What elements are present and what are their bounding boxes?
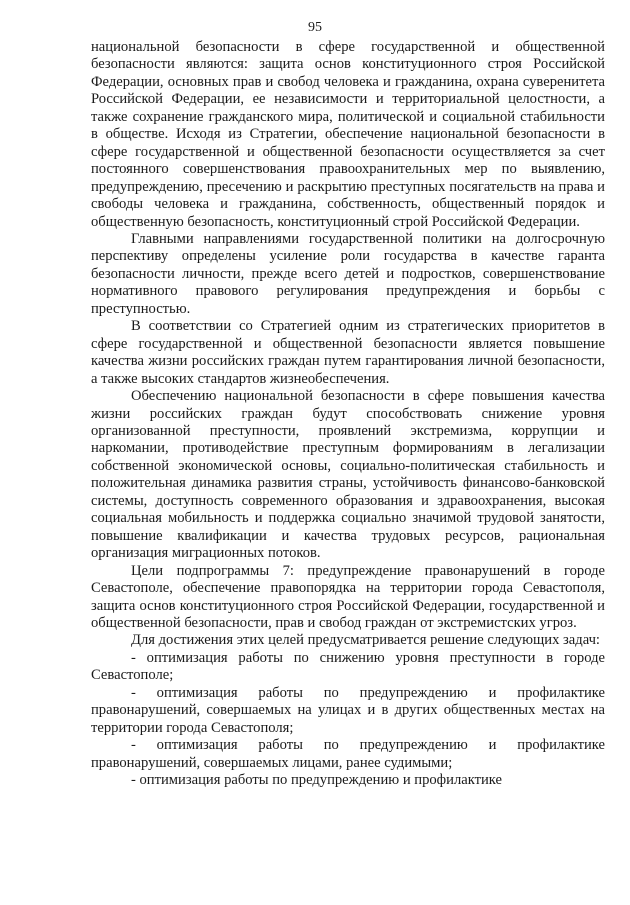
paragraph-tasks-intro: Для достижения этих целей предусматривается решение следующих задач: [131, 632, 600, 649]
paragraph-subprogram-goals: Цели подпрограммы 7: предупреждение правонарушений в городе Севастополе, обеспечение правопорядка на территории города Севастополя, защита основ конституционного строя Российской Федерации, государственной и общественной безопасности, прав и свобод граждан от экстремистских угроз. [91, 562, 605, 631]
list-item-public-places: - оптимизация работы по предупреждению и профилактике правонарушений, совершаемых на улицах и в других общественных местах на территории города Севастополя; [91, 684, 605, 736]
paragraph-quality-of-life: Обеспечению национальной безопасности в сфере повышения качества жизни российских граждан будут способствовать снижение уровня организованной преступности, проявлений экстремизма, коррупции и наркомании, противодействие преступным формированиям в легализации собственной экономической основы, социально-политическая стабильность и положительная динамика развития страны, устойчивость финансово-банковской системы, доступность современного образования и здравоохранения, высокая социальная мобильность и поддержка социально значимой трудовой занятости, повышение квалификации и качества трудовых ресурсов, рациональная организация миграционных потоков. [91, 388, 605, 562]
paragraph-strategic-priorities: В соответствии со Стратегией одним из стратегических приоритетов в сфере государственной и общественной безопасности является повышение качества жизни российских граждан путем гарантирования личной безопасности, а также высоких стандартов жизнеобеспечения. [91, 318, 605, 387]
paragraph-policy-directions: Главными направлениями государственной политики на долгосрочную перспективу определены усиление роли государства в качестве гаранта безопасности личности, прежде всего детей и подростков, совершенствование нормативного правового регулирования предупреждения и борьбы с преступностью. [91, 230, 605, 317]
list-item-crime-reduction: - оптимизация работы по снижению уровня преступности в городе Севастополе; [91, 649, 605, 684]
document-body [91, 39, 605, 789]
page-number: 95 [308, 20, 322, 35]
paragraph-security-goals: национальной безопасности в сфере государственной и общественной безопасности являются: защита основ конституционного строя Российской Федерации, основных прав и свобод человека и гражданина, охрана суверенитета Российской Федерации, ее независимости и территориальной целостности, а также сохранение гражданского мира, политической и социальной стабильности в обществе. Исходя из Стратегии, обеспечение национальной безопасности в сфере государственной и общественной безопасности осуществляется за счет постоянного совершенствования правоохранительных мер по выявлению, предупреждению, пресечению и раскрытию преступных посягательств на права и свободы человека и гражданина, собственность, общественный порядок и общественную безопасность, конституционный строй Российской Федерации. [91, 39, 605, 230]
list-item-prevention-continued: - оптимизация работы по предупреждению и профилактике [131, 772, 502, 789]
list-item-repeat-offenders: - оптимизация работы по предупреждению и профилактике правонарушений, совершаемых лицами, ранее судимыми; [91, 737, 605, 771]
